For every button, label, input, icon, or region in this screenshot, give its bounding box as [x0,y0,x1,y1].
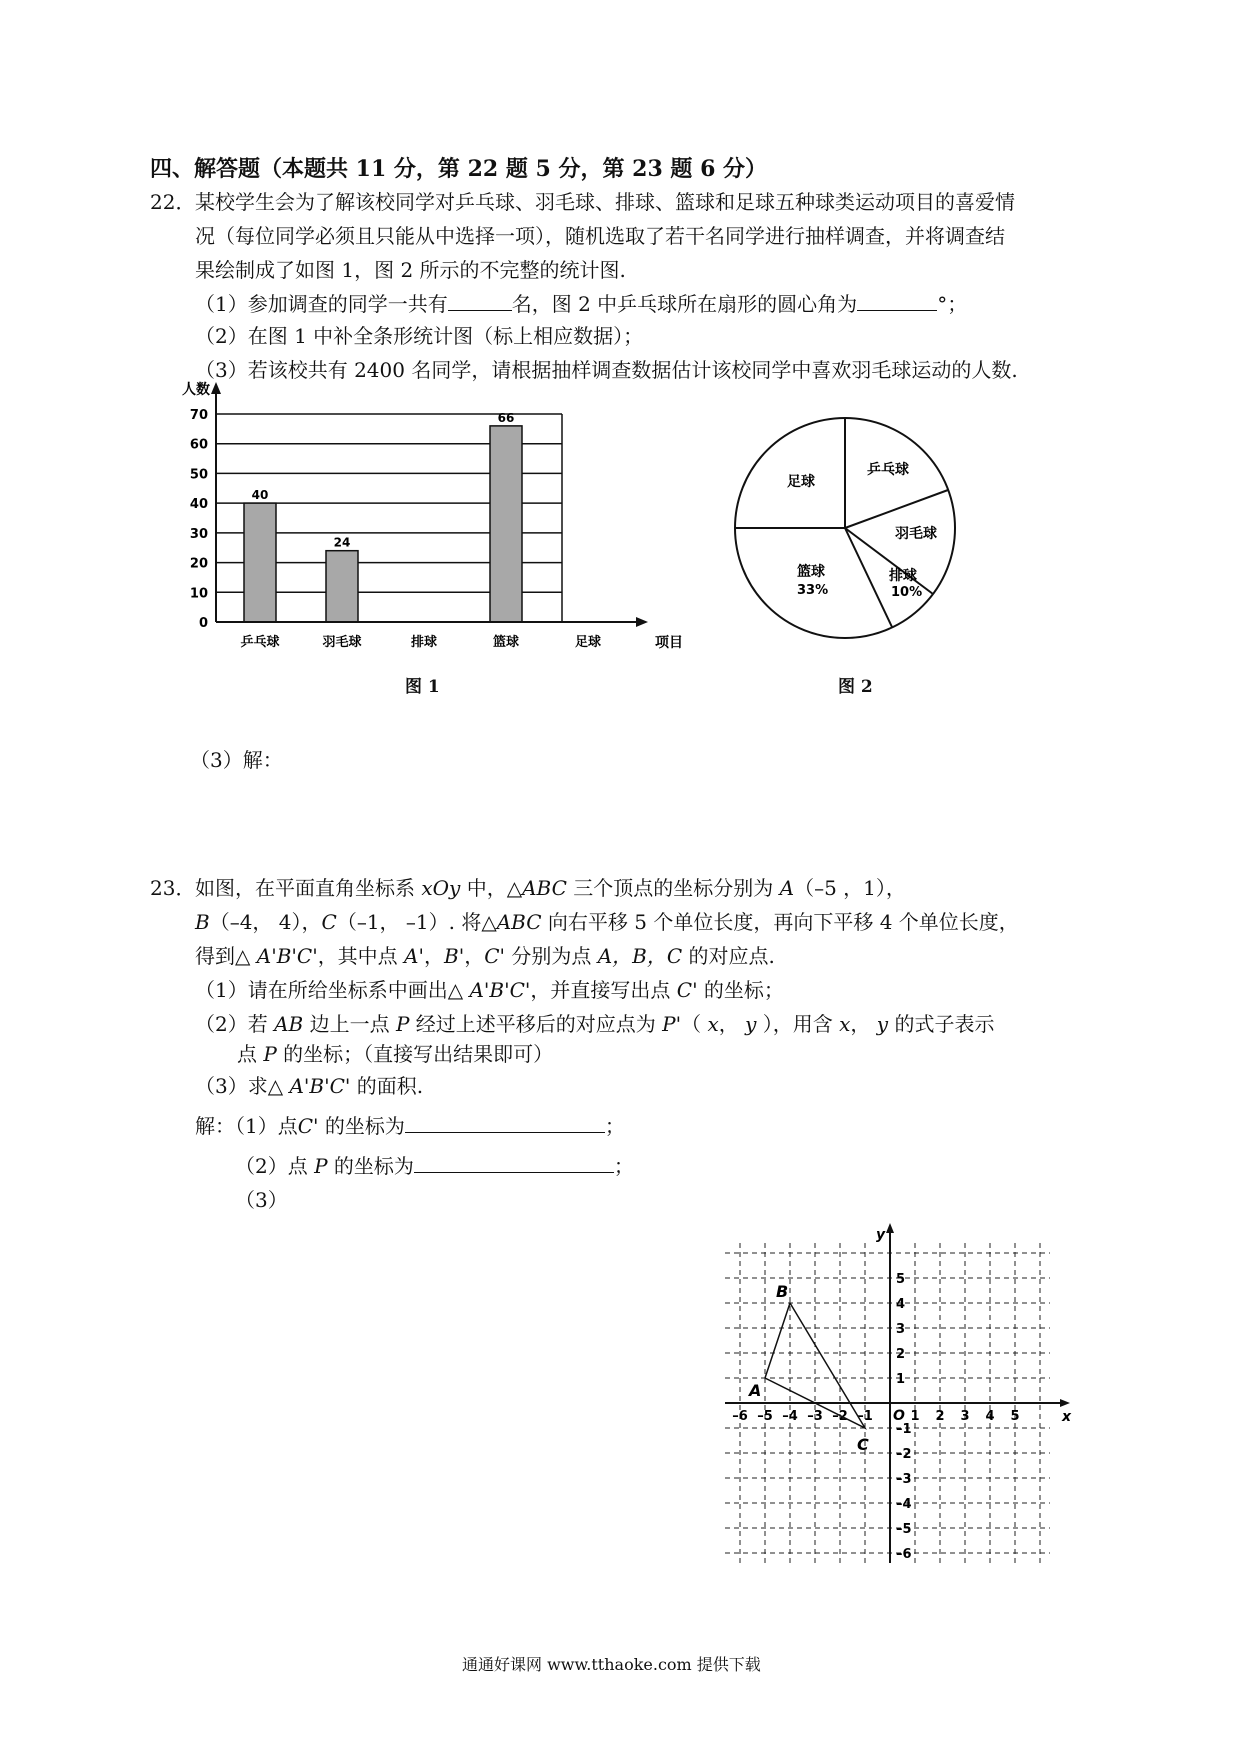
y-tick-label: –5 [896,1522,912,1537]
q23-l1-b: 中，△ [460,876,523,900]
q23-p2-g: ， [850,1012,877,1036]
q23-l2-c: 向右平移 5 个单位长度，再向下平移 4 个单位长度， [541,910,1019,934]
q23-l3-b: ，其中点 [317,944,405,968]
x-tick-label: –3 [807,1409,823,1424]
q23-p2-e: ， [718,1012,746,1036]
q23-p2l2-a: 点 [237,1042,264,1066]
q23-blank-p[interactable] [414,1172,614,1173]
q23-p1-b: ，并直接写出点 [530,978,677,1002]
y-axis-arrow-icon [886,1223,894,1233]
q23-solution3: （3） [235,1188,288,1212]
q22-part3: （3）若该校共有 2400 名同学，请根据抽样调查数据估计该校同学中喜欢羽毛球运动的人数. [195,358,1018,382]
q23-p3-b: 的面积. [350,1074,424,1098]
q23-l3-e: 分别为点 [505,944,598,968]
q22-stem-line1: 某校学生会为了解该校同学对乒乓球、羽毛球、排球、篮球和足球五种球类运动项目的喜爱情 [195,190,1015,214]
q23-solution2 [235,1152,634,1180]
q23-p2l2-P: P [263,1042,277,1066]
q23-l1-xoy: xOy [421,876,461,900]
x-axis-arrow-icon [1060,1399,1070,1407]
pie-label-pingpong: 乒乓球 [867,462,909,478]
q23-p1-C: C' [676,978,698,1002]
q23-sol1-b: 的坐标为 [318,1114,405,1138]
bar-ytick-label: 0 [198,616,208,631]
y-axis-arrow-icon [211,382,221,394]
q23-l3-t: A'B'C' [256,944,318,968]
q23-sol2-end: ； [613,1154,634,1178]
q22-blank-total[interactable] [448,310,512,311]
q23-l3-C: C' [484,944,506,968]
q23-l1-a: 如图，在平面直角坐标系 [195,876,422,900]
q23-p2-f: ），用含 [756,1012,840,1036]
q22-stem-line3: 果绘制成了如图 1，图 2 所示的不完整的统计图. [195,258,626,282]
y-axis-label: y [876,1227,886,1243]
bar-category-label: 羽毛球 [322,635,362,650]
q23-p3-t: A'B'C' [289,1074,351,1098]
x-tick-label: –1 [857,1409,873,1424]
q23-part2 [195,1010,994,1038]
q23-line2 [195,908,1019,936]
q23-p2-x: x [707,1012,719,1036]
q23-p1-a: （1）请在所给坐标系中画出△ [195,978,470,1002]
q22-number: 22． [150,190,196,214]
q23-p2-P: P [395,1012,410,1036]
pie-pct-volleyball: 10% [891,585,923,600]
q22-stem-line2: 况（每位同学必须且只能从中选择一项），随机选取了若干名同学进行抽样调查，并将调查结 [195,224,1005,248]
x-axis-label: x [1062,1409,1072,1425]
y-tick-label: 3 [896,1322,906,1337]
pie-pct-basketball: 33% [797,583,829,598]
q23-l3-B: B' [444,944,465,968]
q23-p2-y2: y [876,1012,889,1036]
figure2-caption: 图 2 [838,677,873,697]
y-tick-label: –4 [896,1497,912,1512]
q23-sol1-end: ； [604,1114,625,1138]
bar-xlabel: 项目 [655,635,683,651]
q22-part2: （2）在图 1 中补全条形统计图（标上相应数据）； [195,324,644,348]
q22-part1-text-c: °； [937,292,968,316]
bar-ytick-label: 70 [189,408,208,423]
y-tick-label: –1 [896,1422,912,1437]
q23-p1-c: 的坐标； [697,978,784,1002]
q23-sol1-C: C' [297,1114,319,1138]
bar-data-label: 66 [497,410,515,425]
q23-sol2-a: （2）点 [235,1154,315,1178]
q23-l2-a: （–4， 4）， [209,910,322,934]
q22-part1-text-a: （1）参加调查的同学一共有 [195,292,448,316]
q23-line3 [195,942,775,970]
x-tick-label: 3 [960,1409,970,1424]
q23-l1-d: （–5 ，1）， [794,876,906,900]
vertex-label: A [749,1381,762,1400]
q23-line1 [195,874,906,902]
bar-ytick-label: 60 [189,437,208,453]
bar [490,426,522,622]
x-tick-label: 5 [1010,1409,1020,1424]
q23-l3-pts: A，B，C [597,944,683,968]
bar-ylabel: 人数 [182,382,210,398]
q22-part1-text-b: 名，图 2 中乒乓球所在扇形的圆心角为 [511,292,858,316]
figure1-caption: 图 1 [405,677,440,697]
vertex-label: B [776,1282,789,1301]
bar-category-label: 篮球 [492,635,520,650]
y-tick-label: –3 [896,1472,912,1487]
y-tick-label: 4 [896,1297,906,1312]
x-tick-label: –2 [832,1409,848,1424]
bar-ytick-label: 20 [189,556,208,572]
q23-p2-a: （2）若 [195,1012,275,1036]
bar-ytick-label: 40 [189,497,208,513]
q23-part2-line2 [237,1040,553,1068]
x-tick-label: –5 [757,1409,773,1424]
q23-l3-a: 得到△ [195,944,257,968]
pie-label-football: 足球 [787,474,815,490]
q23-l1-A: A [779,876,795,900]
q22-answer3: （3）解： [190,748,283,772]
pie-label-basketball: 篮球 [797,564,825,580]
q23-p3-a: （3）求△ [195,1074,290,1098]
q23-l2-b: （–1， –1）. 将△ [336,910,497,934]
q23-p1-t: A'B'C' [469,978,531,1002]
q23-p2-P2: P' [662,1012,682,1036]
bar-ytick-label: 30 [189,526,208,542]
q23-part1 [195,976,784,1004]
q23-l2-B: B [195,910,210,934]
q23-l3-c: ， [424,944,444,968]
pie-chart [725,408,965,648]
origin-label: O [893,1408,905,1424]
pie-label-badminton: 羽毛球 [895,526,937,542]
x-axis-arrow-icon [636,617,648,627]
q23-p2-y: y [745,1012,757,1036]
pie-label-volleyball: 排球 [889,568,917,584]
x-tick-label: –6 [732,1409,748,1424]
y-tick-label: 1 [896,1372,906,1387]
q23-l1-c: 三个顶点的坐标分别为 [566,876,780,900]
q22-part1 [195,290,967,318]
bar-category-label: 排球 [410,635,438,650]
bar-data-label: 40 [251,488,269,503]
q23-number: 23． [150,876,196,900]
q23-p2-AB: AB [274,1012,304,1036]
x-tick-label: 2 [935,1409,945,1424]
q23-part3 [195,1072,423,1100]
coordinate-grid[interactable] [720,1225,1110,1595]
y-tick-label: –6 [896,1547,912,1562]
x-tick-label: 1 [910,1409,920,1424]
q23-p2-c: 经过上述平移后的对应点为 [409,1012,663,1036]
q23-l2-abc: ABC [496,910,542,934]
q23-sol2-P: P [314,1154,328,1178]
q23-sol2-b: 的坐标为 [327,1154,414,1178]
footer-text: 通通好课网 www.tthaoke.com 提供下载 [462,1655,761,1674]
y-tick-label: 2 [896,1347,906,1362]
y-tick-label: 5 [896,1272,906,1287]
vertex-label: C [857,1435,869,1454]
bar [326,551,358,622]
q23-solution1 [195,1112,625,1140]
bar-ytick-label: 50 [189,467,208,483]
q23-blank-c-prime[interactable] [405,1132,605,1133]
q23-l1-abc: ABC [522,876,567,900]
q23-l2-C: C [321,910,337,934]
q23-p2-d: （ [681,1012,708,1036]
bar-data-label: 24 [333,535,351,550]
q23-l3-f: 的对应点. [682,944,775,968]
bar-category-label: 乒乓球 [240,635,280,650]
x-tick-label: –4 [782,1409,798,1424]
bar-chart [170,380,683,660]
q23-p2-h: 的式子表示 [888,1012,995,1036]
q23-sol1-a: 解：（1）点 [195,1114,298,1138]
q23-p2-b: 边上一点 [303,1012,396,1036]
y-tick-label: –2 [896,1447,912,1462]
bar-category-label: 足球 [574,635,602,650]
q23-p2-x2: x [839,1012,851,1036]
q22-blank-angle[interactable] [857,310,937,311]
bar-ytick-label: 10 [189,586,208,602]
q23-p2l2-b: 的坐标；（直接写出结果即可） [276,1042,554,1066]
q23-l3-d: ， [464,944,485,968]
bar [244,503,276,622]
x-tick-label: 4 [985,1409,995,1424]
section-title: 四、解答题（本题共 11 分，第 22 题 5 分，第 23 题 6 分） [150,156,768,182]
q23-l3-A: A' [404,944,424,968]
